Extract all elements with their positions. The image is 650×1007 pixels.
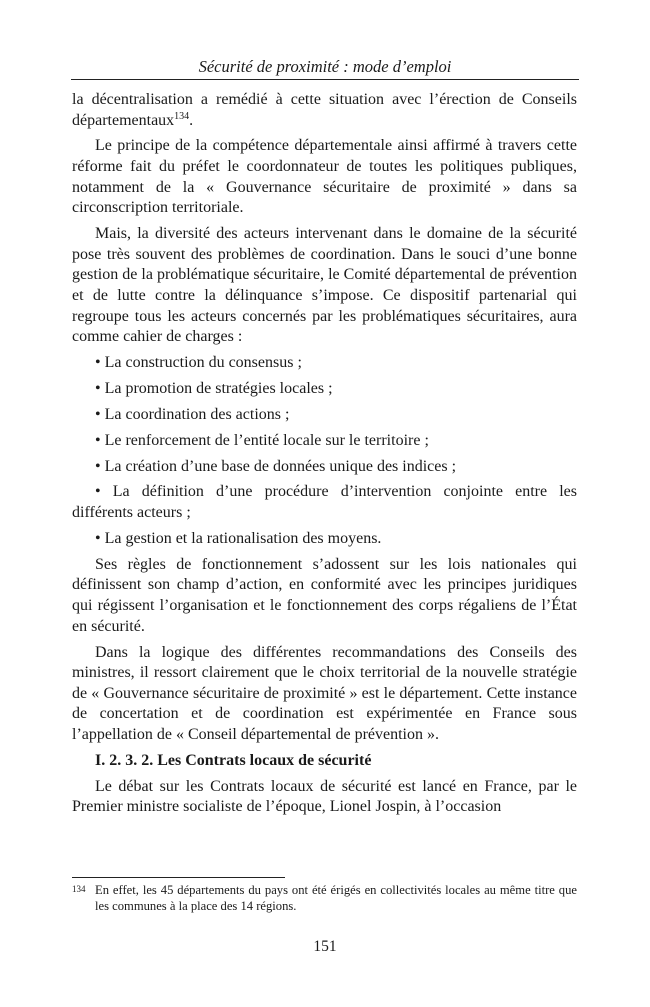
bullet-item: • La définition d’une procédure d’intervention conjointe entre les différents acteurs ; xyxy=(72,483,577,522)
paragraph: Ses règles de fonctionnement s’adossent sur les lois nationales qui définissent son champ d’action, en conformité avec les principes juridiques qui régissent l’organisation et le fonctionnement des corps régaliens de l’État en sécurité. xyxy=(72,555,577,635)
bullet-item: • La gestion et la rationalisation des moyens. xyxy=(95,529,382,547)
paragraph: Mais, la diversité des acteurs intervenant dans le domaine de la sécurité pose très souvent des problèmes de coordination. Dans le souci d’une bonne gestion de la problématique sécuritaire, le Comité départemental de prévention et de lutte contre la délinquance s’impose. Ce dispositif partenarial qui regroupe tous les acteurs concernés par les problématiques sécuritaires, aura comme cahier de charges : xyxy=(72,225,577,346)
page-number: 151 xyxy=(313,938,337,955)
footnote-rule xyxy=(72,877,285,878)
bullet-item: • La construction du consensus ; xyxy=(95,354,302,372)
footnote-number: 134 xyxy=(72,884,86,894)
section-heading: I. 2. 3. 2. Les Contrats locaux de sécurité xyxy=(95,751,372,769)
footnote xyxy=(72,883,577,915)
paragraph: Le principe de la compétence départementale ainsi affirmé à travers cette réforme fait du préfet le coordonnateur de toutes les politiques publiques, notamment de la « Gouvernance sécuritaire de proximité » dans sa circonscription territoriale. xyxy=(72,137,577,217)
bullet-item: • La création d’une base de données unique des indices ; xyxy=(95,457,457,475)
paragraph-tail: . xyxy=(189,111,194,129)
paragraph-text: la décentralisation a remédié à cette situation avec l’érection de Conseils départementaux xyxy=(72,91,577,129)
footnote-text: En effet, les 45 départements du pays ont été érigés en collectivités locales au même titre que les communes à la place des 14 régions. xyxy=(95,883,577,913)
footnote-reference[interactable]: 134 xyxy=(174,110,190,122)
paragraph: Le débat sur les Contrats locaux de sécurité est lancé en France, par le Premier ministre socialiste de l’époque, Lionel Jospin, à l’occasion xyxy=(72,777,577,816)
bullet-item: • Le renforcement de l’entité locale sur le territoire ; xyxy=(95,431,429,449)
bullet-item: • La promotion de stratégies locales ; xyxy=(95,379,333,397)
body-text xyxy=(72,90,577,823)
paragraph: Dans la logique des différentes recommandations des Conseils des ministres, il ressort clairement que le choix territorial de la nouvelle stratégie de « Gouvernance sécuritaire de proximité » est le département. Cette instance de concertation et de coordination est expérimentée en France sous l’appellation de « Conseil départemental de prévention ». xyxy=(72,643,577,743)
bullet-item: • La coordination des actions ; xyxy=(95,405,290,423)
paragraph-continuation xyxy=(72,90,577,131)
running-header-title: Sécurité de proximité : mode d’emploi xyxy=(198,57,452,76)
header-rule xyxy=(71,79,579,80)
